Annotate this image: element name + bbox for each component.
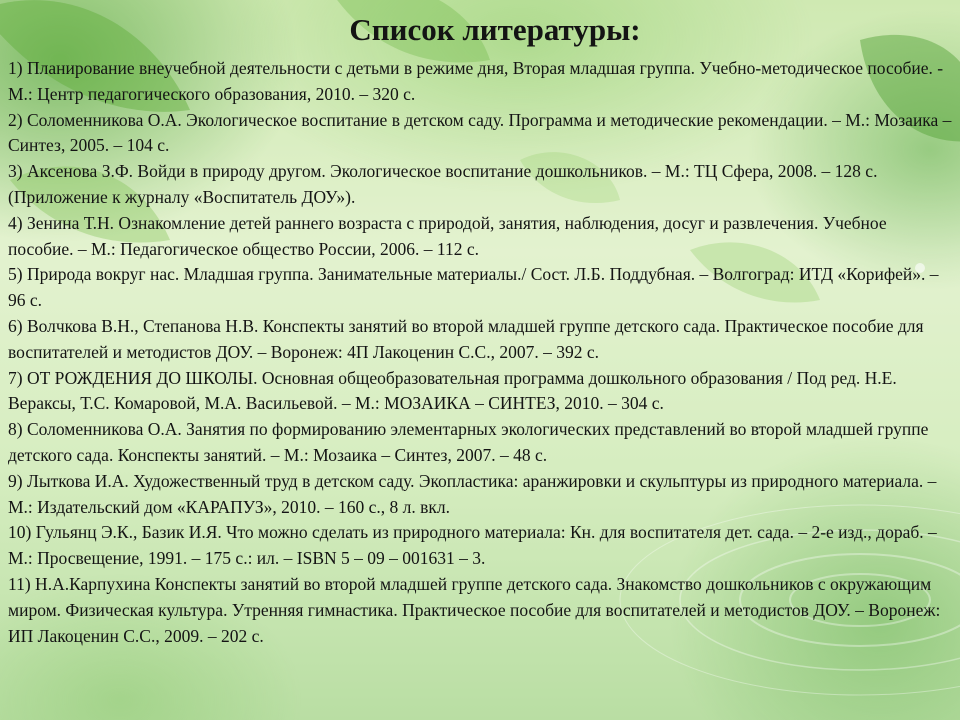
reference-list [8,56,952,649]
reference-item: 5) Природа вокруг нас. Младшая группа. Занимательные материалы./ Сост. Л.Б. Поддубная. – Волгоград: ИТД «Корифей». – 96 с. [8,264,939,311]
reference-item: 7) ОТ РОЖДЕНИЯ ДО ШКОЛЫ. Основная общеобразовательная программа дошкольного образования / Под ред. Н.Е. Вераксы, Т.С. Комаровой, М.А. Васильевой. – М.: МОЗАИКА – СИНТЕЗ, 2010. – 304 с. [8,367,897,414]
reference-item: 8) Соломенникова О.А. Занятия по формированию элементарных экологических представлений во второй младшей группе детского сада. Конспекты занятий. – М.: Мозаика – Синтез, 2007. – 48 с. [8,419,929,465]
reference-item: 1) Планирование внеучебной деятельности с детьми в режиме дня, Вторая младшая группа. Учебно-методическое пособие. - М.: Центр педагогического образования, 2010. – 320 с. [8,58,944,104]
reference-item: 11) Н.А.Карпухина Конспекты занятий во второй младшей группе детского сада. Знакомство дошкольников с окружающим миром. Физическая культура. Утренняя гимнастика. Практическое пособие для воспитателей и методистов ДОУ. – Воронеж: ИП Лакоценин С.С., 2009. – 202 с. [8,573,941,646]
reference-item: 2) Соломенникова О.А. Экологическое воспитание в детском саду. Программа и методические рекомендации. – М.: Мозаика – Синтез, 2005. – 104 с. [8,109,952,156]
reference-item: 10) Гульянц Э.К., Базик И.Я. Что можно сделать из природного материала: Кн. для воспитателя дет. сада. – 2-е изд., дораб. – М.: Просвещение, 1991. – 175 с.: ил. – ISBN 5 – 09 – 001631 – 3. [8,522,937,569]
reference-item: 9) Лыткова И.А. Художественный труд в детском саду. Экопластика: аранжировки и скульптуры из природного материала. – М.: Издательский дом «КАРАПУЗ», 2010. – 160 с., 8 л. вкл. [8,470,937,517]
reference-item: 4) Зенина Т.Н. Ознакомление детей раннего возраста с природой, занятия, наблюдения, досуг и развлечения. Учебное пособие. – М.: Педагогическое общество России, 2006. – 112 с. [8,212,887,259]
page-title: Список литературы: [349,12,641,47]
reference-item: 3) Аксенова З.Ф. Войди в природу другом. Экологическое воспитание дошкольников. – М.: ТЦ Сфера, 2008. – 128 с. (Приложение к журналу «Воспитатель ДОУ»). [8,161,878,207]
reference-item: 6) Волчкова В.Н., Степанова Н.В. Конспекты занятий во второй младшей группе детского сада. Практическое пособие для воспитателей и методистов ДОУ. – Воронеж: 4П Лакоценин С.С., 2007. – 392 с. [8,315,924,362]
